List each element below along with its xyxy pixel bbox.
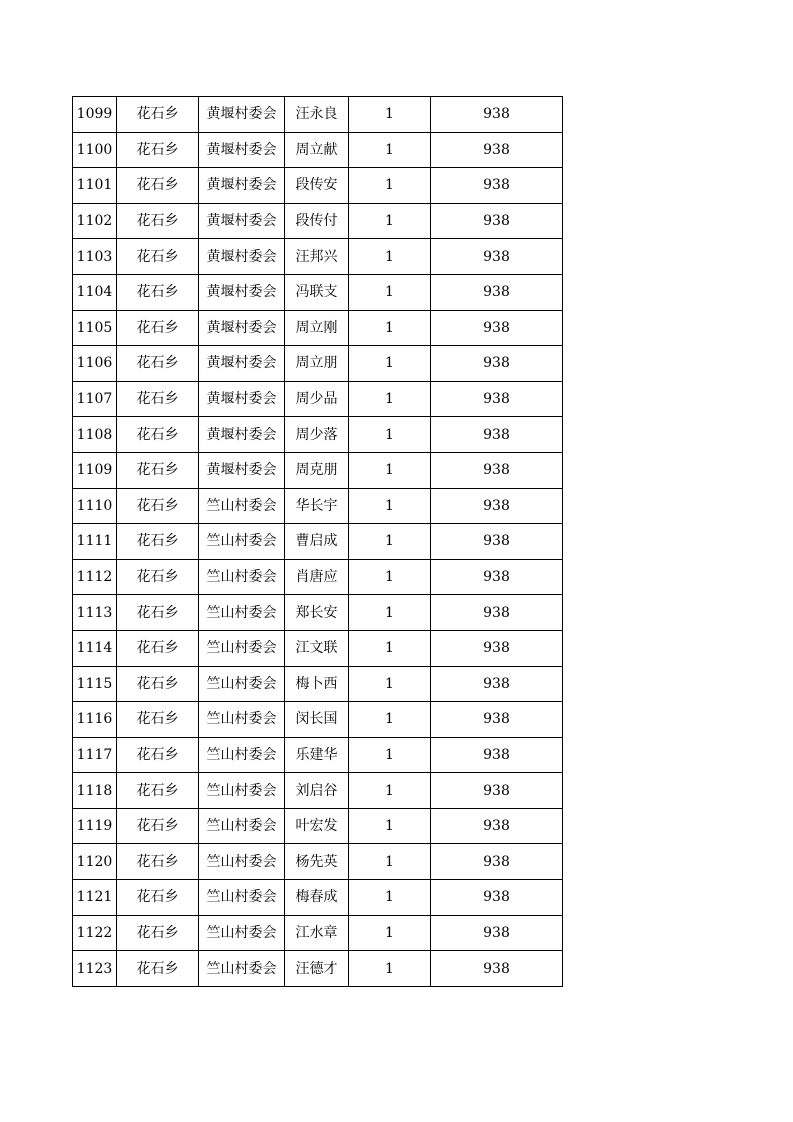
- village-cell: 竺山村委会: [199, 844, 285, 880]
- table-row: [73, 132, 563, 168]
- village-cell: 竺山村委会: [199, 702, 285, 738]
- village-cell: 黄堰村委会: [199, 132, 285, 168]
- village-cell: 黄堰村委会: [199, 381, 285, 417]
- amount-cell: 938: [431, 346, 563, 382]
- row-id-cell: 1113: [73, 595, 117, 631]
- village-cell: 竺山村委会: [199, 666, 285, 702]
- table-row: [73, 97, 563, 133]
- amount-cell: 938: [431, 595, 563, 631]
- row-id-cell: 1118: [73, 773, 117, 809]
- name-cell: 周立刚: [285, 310, 349, 346]
- count-cell: 1: [349, 951, 431, 987]
- amount-cell: 938: [431, 97, 563, 133]
- table-row: [73, 915, 563, 951]
- village-cell: 竺山村委会: [199, 880, 285, 916]
- village-cell: 黄堰村委会: [199, 274, 285, 310]
- village-cell: 竺山村委会: [199, 737, 285, 773]
- name-cell: 段传安: [285, 168, 349, 204]
- amount-cell: 938: [431, 381, 563, 417]
- name-cell: 周立献: [285, 132, 349, 168]
- table-row: [73, 168, 563, 204]
- table-row: [73, 808, 563, 844]
- name-cell: 江水章: [285, 915, 349, 951]
- count-cell: 1: [349, 417, 431, 453]
- table-row: [73, 595, 563, 631]
- amount-cell: 938: [431, 666, 563, 702]
- table-body: [73, 97, 563, 987]
- count-cell: 1: [349, 346, 431, 382]
- village-cell: 竺山村委会: [199, 524, 285, 560]
- town-cell: 花石乡: [117, 808, 199, 844]
- village-cell: 竺山村委会: [199, 808, 285, 844]
- village-cell: 黄堰村委会: [199, 346, 285, 382]
- name-cell: 梅卜西: [285, 666, 349, 702]
- name-cell: 汪德才: [285, 951, 349, 987]
- amount-cell: 938: [431, 915, 563, 951]
- count-cell: 1: [349, 666, 431, 702]
- table-row: [73, 880, 563, 916]
- count-cell: 1: [349, 595, 431, 631]
- table-row: [73, 702, 563, 738]
- amount-cell: 938: [431, 630, 563, 666]
- name-cell: 闵长国: [285, 702, 349, 738]
- table-row: [73, 274, 563, 310]
- town-cell: 花石乡: [117, 203, 199, 239]
- town-cell: 花石乡: [117, 274, 199, 310]
- amount-cell: 938: [431, 310, 563, 346]
- name-cell: 汪邦兴: [285, 239, 349, 275]
- name-cell: 冯联支: [285, 274, 349, 310]
- table-row: [73, 559, 563, 595]
- row-id-cell: 1121: [73, 880, 117, 916]
- count-cell: 1: [349, 808, 431, 844]
- name-cell: 刘启谷: [285, 773, 349, 809]
- town-cell: 花石乡: [117, 524, 199, 560]
- amount-cell: 938: [431, 132, 563, 168]
- village-cell: 黄堰村委会: [199, 452, 285, 488]
- amount-cell: 938: [431, 559, 563, 595]
- village-cell: 黄堰村委会: [199, 168, 285, 204]
- amount-cell: 938: [431, 524, 563, 560]
- row-id-cell: 1114: [73, 630, 117, 666]
- table-row: [73, 773, 563, 809]
- town-cell: 花石乡: [117, 595, 199, 631]
- village-cell: 黄堰村委会: [199, 203, 285, 239]
- name-cell: 周少品: [285, 381, 349, 417]
- row-id-cell: 1111: [73, 524, 117, 560]
- row-id-cell: 1117: [73, 737, 117, 773]
- row-id-cell: 1120: [73, 844, 117, 880]
- name-cell: 周克朋: [285, 452, 349, 488]
- row-id-cell: 1106: [73, 346, 117, 382]
- town-cell: 花石乡: [117, 239, 199, 275]
- row-id-cell: 1110: [73, 488, 117, 524]
- name-cell: 周立朋: [285, 346, 349, 382]
- table-row: [73, 737, 563, 773]
- name-cell: 汪永良: [285, 97, 349, 133]
- name-cell: 华长宇: [285, 488, 349, 524]
- amount-cell: 938: [431, 737, 563, 773]
- name-cell: 段传付: [285, 203, 349, 239]
- village-cell: 黄堰村委会: [199, 310, 285, 346]
- amount-cell: 938: [431, 274, 563, 310]
- row-id-cell: 1116: [73, 702, 117, 738]
- village-cell: 竺山村委会: [199, 773, 285, 809]
- amount-cell: 938: [431, 773, 563, 809]
- town-cell: 花石乡: [117, 168, 199, 204]
- village-cell: 竺山村委会: [199, 630, 285, 666]
- name-cell: 江文联: [285, 630, 349, 666]
- count-cell: 1: [349, 168, 431, 204]
- row-id-cell: 1123: [73, 951, 117, 987]
- row-id-cell: 1104: [73, 274, 117, 310]
- table-row: [73, 239, 563, 275]
- count-cell: 1: [349, 239, 431, 275]
- table-row: [73, 417, 563, 453]
- row-id-cell: 1103: [73, 239, 117, 275]
- town-cell: 花石乡: [117, 630, 199, 666]
- count-cell: 1: [349, 737, 431, 773]
- table-row: [73, 381, 563, 417]
- village-cell: 黄堰村委会: [199, 97, 285, 133]
- count-cell: 1: [349, 524, 431, 560]
- amount-cell: 938: [431, 951, 563, 987]
- town-cell: 花石乡: [117, 844, 199, 880]
- amount-cell: 938: [431, 488, 563, 524]
- town-cell: 花石乡: [117, 97, 199, 133]
- name-cell: 郑长安: [285, 595, 349, 631]
- table-row: [73, 346, 563, 382]
- table-row: [73, 203, 563, 239]
- amount-cell: 938: [431, 880, 563, 916]
- table-row: [73, 524, 563, 560]
- table-row: [73, 630, 563, 666]
- row-id-cell: 1112: [73, 559, 117, 595]
- count-cell: 1: [349, 773, 431, 809]
- village-cell: 黄堰村委会: [199, 417, 285, 453]
- row-id-cell: 1107: [73, 381, 117, 417]
- count-cell: 1: [349, 702, 431, 738]
- count-cell: 1: [349, 488, 431, 524]
- amount-cell: 938: [431, 203, 563, 239]
- row-id-cell: 1109: [73, 452, 117, 488]
- village-cell: 黄堰村委会: [199, 239, 285, 275]
- table-row: [73, 844, 563, 880]
- amount-cell: 938: [431, 844, 563, 880]
- count-cell: 1: [349, 880, 431, 916]
- amount-cell: 938: [431, 168, 563, 204]
- count-cell: 1: [349, 381, 431, 417]
- town-cell: 花石乡: [117, 452, 199, 488]
- count-cell: 1: [349, 559, 431, 595]
- name-cell: 杨先英: [285, 844, 349, 880]
- name-cell: 周少落: [285, 417, 349, 453]
- count-cell: 1: [349, 310, 431, 346]
- town-cell: 花石乡: [117, 132, 199, 168]
- amount-cell: 938: [431, 452, 563, 488]
- town-cell: 花石乡: [117, 915, 199, 951]
- row-id-cell: 1105: [73, 310, 117, 346]
- village-cell: 竺山村委会: [199, 559, 285, 595]
- row-id-cell: 1108: [73, 417, 117, 453]
- row-id-cell: 1102: [73, 203, 117, 239]
- table-row: [73, 666, 563, 702]
- town-cell: 花石乡: [117, 880, 199, 916]
- table-row: [73, 310, 563, 346]
- count-cell: 1: [349, 274, 431, 310]
- name-cell: 叶宏发: [285, 808, 349, 844]
- name-cell: 梅春成: [285, 880, 349, 916]
- town-cell: 花石乡: [117, 310, 199, 346]
- count-cell: 1: [349, 844, 431, 880]
- town-cell: 花石乡: [117, 773, 199, 809]
- town-cell: 花石乡: [117, 559, 199, 595]
- town-cell: 花石乡: [117, 417, 199, 453]
- village-cell: 竺山村委会: [199, 915, 285, 951]
- village-cell: 竺山村委会: [199, 951, 285, 987]
- count-cell: 1: [349, 630, 431, 666]
- table-row: [73, 488, 563, 524]
- amount-cell: 938: [431, 808, 563, 844]
- town-cell: 花石乡: [117, 702, 199, 738]
- row-id-cell: 1101: [73, 168, 117, 204]
- data-table: [72, 96, 563, 987]
- village-cell: 竺山村委会: [199, 595, 285, 631]
- count-cell: 1: [349, 915, 431, 951]
- name-cell: 肖唐应: [285, 559, 349, 595]
- row-id-cell: 1100: [73, 132, 117, 168]
- town-cell: 花石乡: [117, 666, 199, 702]
- amount-cell: 938: [431, 702, 563, 738]
- town-cell: 花石乡: [117, 951, 199, 987]
- name-cell: 乐建华: [285, 737, 349, 773]
- town-cell: 花石乡: [117, 381, 199, 417]
- count-cell: 1: [349, 452, 431, 488]
- row-id-cell: 1099: [73, 97, 117, 133]
- amount-cell: 938: [431, 417, 563, 453]
- count-cell: 1: [349, 203, 431, 239]
- count-cell: 1: [349, 132, 431, 168]
- row-id-cell: 1115: [73, 666, 117, 702]
- count-cell: 1: [349, 97, 431, 133]
- town-cell: 花石乡: [117, 346, 199, 382]
- row-id-cell: 1119: [73, 808, 117, 844]
- name-cell: 曹启成: [285, 524, 349, 560]
- row-id-cell: 1122: [73, 915, 117, 951]
- table-row: [73, 452, 563, 488]
- amount-cell: 938: [431, 239, 563, 275]
- town-cell: 花石乡: [117, 737, 199, 773]
- table-row: [73, 951, 563, 987]
- village-cell: 竺山村委会: [199, 488, 285, 524]
- town-cell: 花石乡: [117, 488, 199, 524]
